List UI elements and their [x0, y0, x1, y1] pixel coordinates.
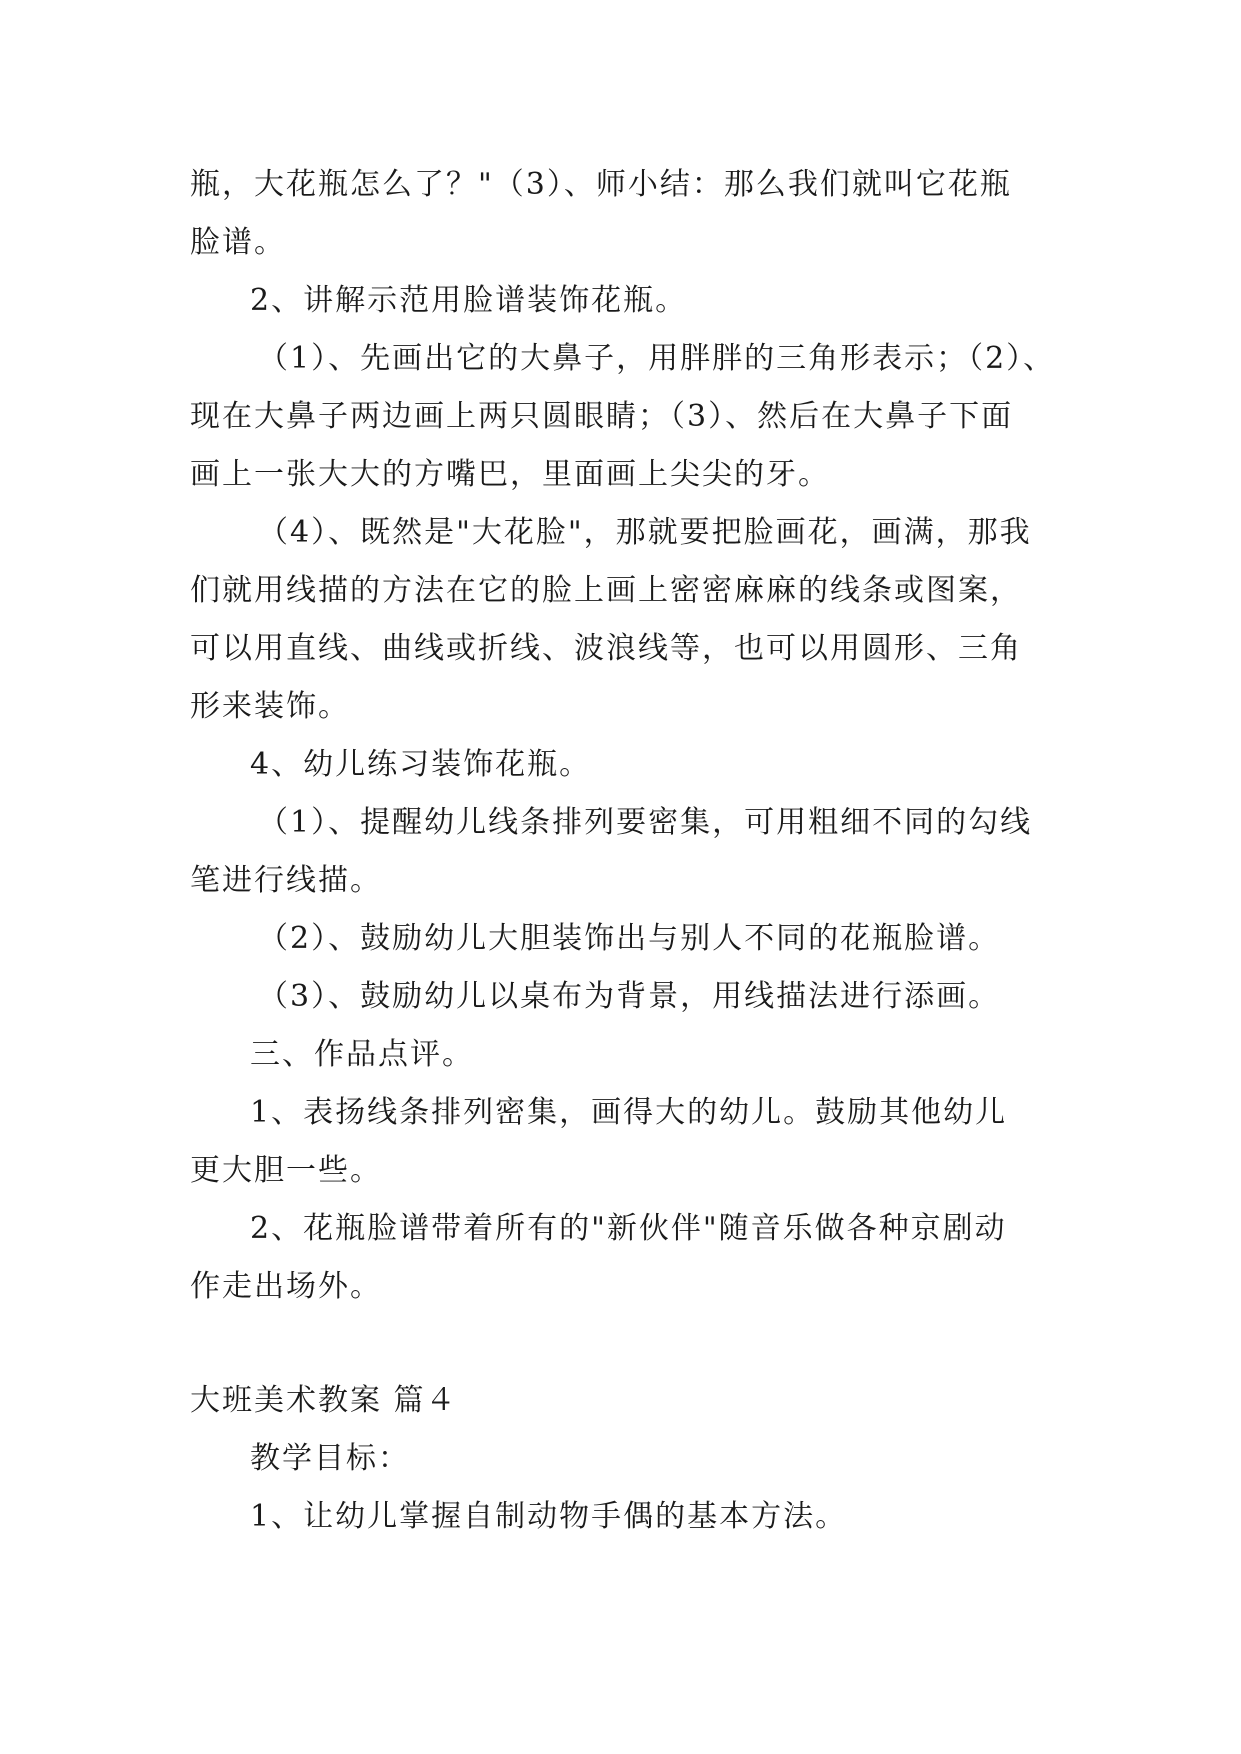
paragraph-line: 2、花瓶脸谱带着所有的"新伙伴"随音乐做各种京剧动 — [250, 1211, 1007, 1246]
paragraph-line: 更大胆一些。 — [190, 1153, 382, 1188]
paragraph-line: 瓶，大花瓶怎么了？"（3）、师小结：那么我们就叫它花瓶 — [190, 167, 1012, 202]
paragraph-line: 2、讲解示范用脸谱装饰花瓶。 — [250, 283, 688, 318]
paragraph-line: 1、让幼儿掌握自制动物手偶的基本方法。 — [250, 1499, 848, 1534]
paragraph-line: （4）、既然是"大花脸"，那就要把脸画花，画满，那我 — [258, 515, 1032, 550]
section-heading: 大班美术教案 篇４ — [190, 1383, 458, 1418]
paragraph-line: （1）、先画出它的大鼻子，用胖胖的三角形表示；（2）、 — [258, 341, 1056, 376]
paragraph-line: 三、作品点评。 — [250, 1037, 474, 1072]
paragraph-line: 1、表扬线条排列密集，画得大的幼儿。鼓励其他幼儿 — [250, 1095, 1008, 1130]
paragraph-line: 可以用直线、曲线或折线、波浪线等，也可以用圆形、三角 — [190, 631, 1022, 666]
paragraph-line: 现在大鼻子两边画上两只圆眼睛；（3）、然后在大鼻子下面 — [190, 399, 1014, 434]
paragraph-line: 脸谱。 — [190, 225, 286, 260]
paragraph-line: 形来装饰。 — [190, 689, 350, 724]
paragraph-line: 画上一张大大的方嘴巴，里面画上尖尖的牙。 — [190, 457, 830, 492]
paragraph-line: 们就用线描的方法在它的脸上画上密密麻麻的线条或图案， — [190, 573, 1022, 608]
paragraph-line: 教学目标： — [250, 1441, 410, 1476]
paragraph-line: （1）、提醒幼儿线条排列要密集，可用粗细不同的勾线 — [258, 805, 1033, 840]
paragraph-line: 作走出场外。 — [190, 1269, 382, 1304]
paragraph-line: 4、幼儿练习装饰花瓶。 — [250, 747, 592, 782]
paragraph-line: （3）、鼓励幼儿以桌布为背景，用线描法进行添画。 — [258, 979, 1001, 1014]
paragraph-line: 笔进行线描。 — [190, 863, 382, 898]
paragraph-line: （2）、鼓励幼儿大胆装饰出与别人不同的花瓶脸谱。 — [258, 921, 1001, 956]
